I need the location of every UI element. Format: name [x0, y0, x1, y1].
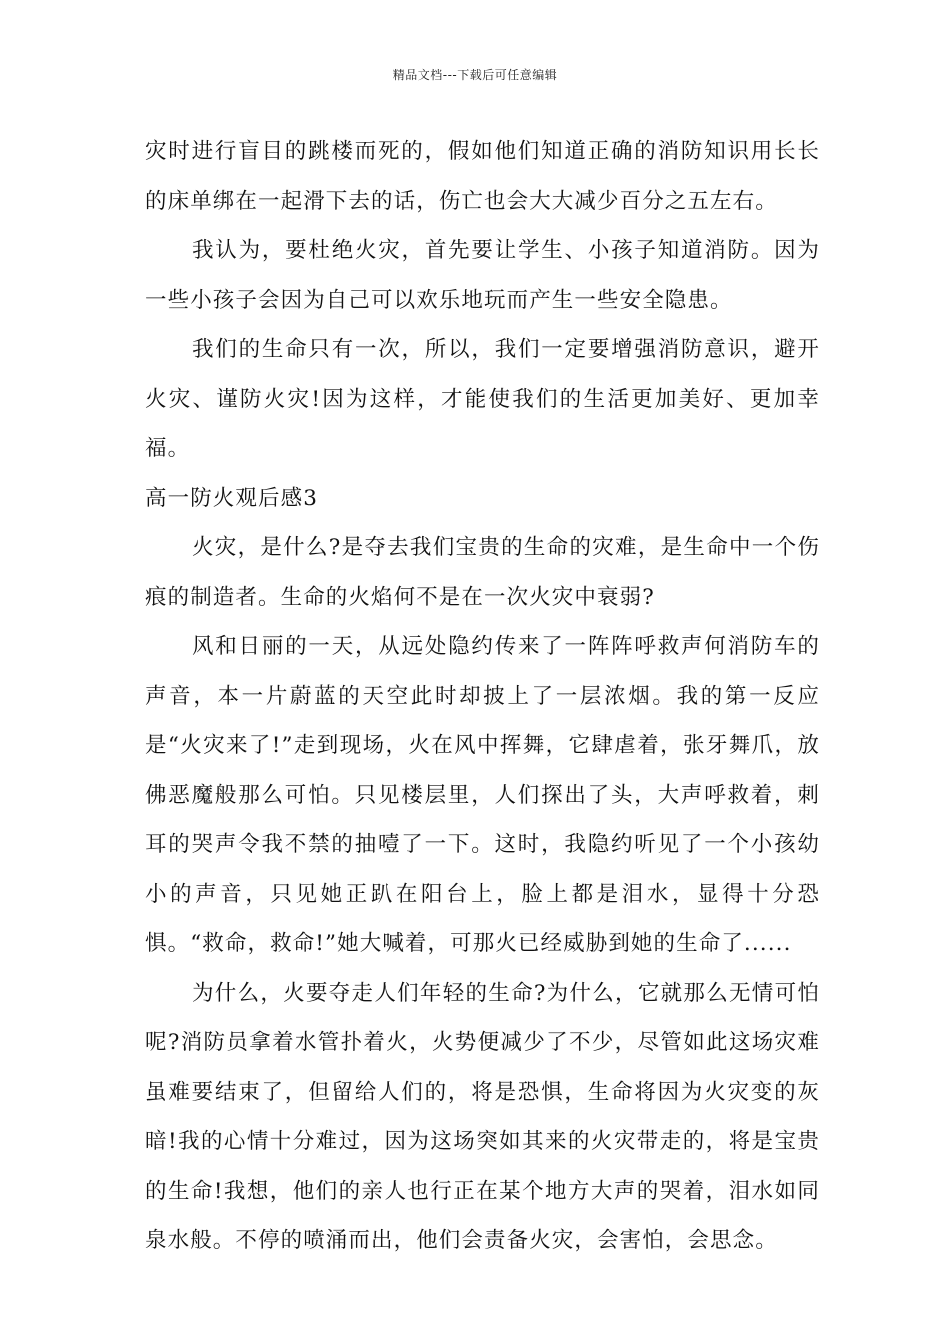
paragraph-6: 为什么，火要夺走人们年轻的生命?为什么，它就那么无情可怕呢?消防员拿着水管扑着火，火势便减少了不少，尽管如此这场灾难虽难要结束了，但留给人们的，将是恐惧，生命将因为火灾变的灰暗!我的心情十分难过，因为这场突如其来的火灾带走的，将是宝贵的生命!我想，他们的亲人也行正在某个地方大声的哭着，泪水如同泉水般。不停的喷涌而出，他们会责备火灾，会害怕，会思念。	[145, 980, 820, 1253]
paragraph-2: 我认为，要杜绝火灾，首先要让学生、小孩子知道消防。因为一些小孩子会因为自己可以欢乐地玩而产生一些安全隐患。	[145, 238, 820, 313]
paragraph-1: 灾时进行盲目的跳楼而死的，假如他们知道正确的消防知识用长长的床单绑在一起滑下去的话，伤亡也会大大减少百分之五左右。	[145, 139, 820, 214]
paragraph-5: 风和日丽的一天，从远处隐约传来了一阵阵呼救声何消防车的声音，本一片蔚蓝的天空此时却披上了一层浓烟。我的第一反应是“火灾来了!”走到现场，火在风中挥舞，它肆虐着，张牙舞爪，放佛恶魔般那么可怕。只见楼层里，人们探出了头，大声呼救着，刺耳的哭声令我不禁的抽噎了一下。这时，我隐约听见了一个小孩幼小的声音，只见她正趴在阳台上，脸上都是泪水，显得十分恐惧。“救命，救命!”她大喊着，可那火已经威胁到她的生命了......	[145, 634, 820, 956]
page-header: 精品文档---下载后可任意编辑	[392, 68, 558, 82]
section-heading: 高一防火观后感3	[145, 485, 318, 511]
paragraph-3: 我们的生命只有一次，所以，我们一定要增强消防意识，避开火灾、谨防火灾!因为这样，才能使我们的生活更加美好、更加幸福。	[145, 337, 820, 461]
document-body	[145, 127, 820, 1266]
paragraph-4: 火灾，是什么?是夺去我们宝贵的生命的灾难，是生命中一个伤痕的制造者。生命的火焰何不是在一次火灾中衰弱?	[145, 535, 820, 610]
